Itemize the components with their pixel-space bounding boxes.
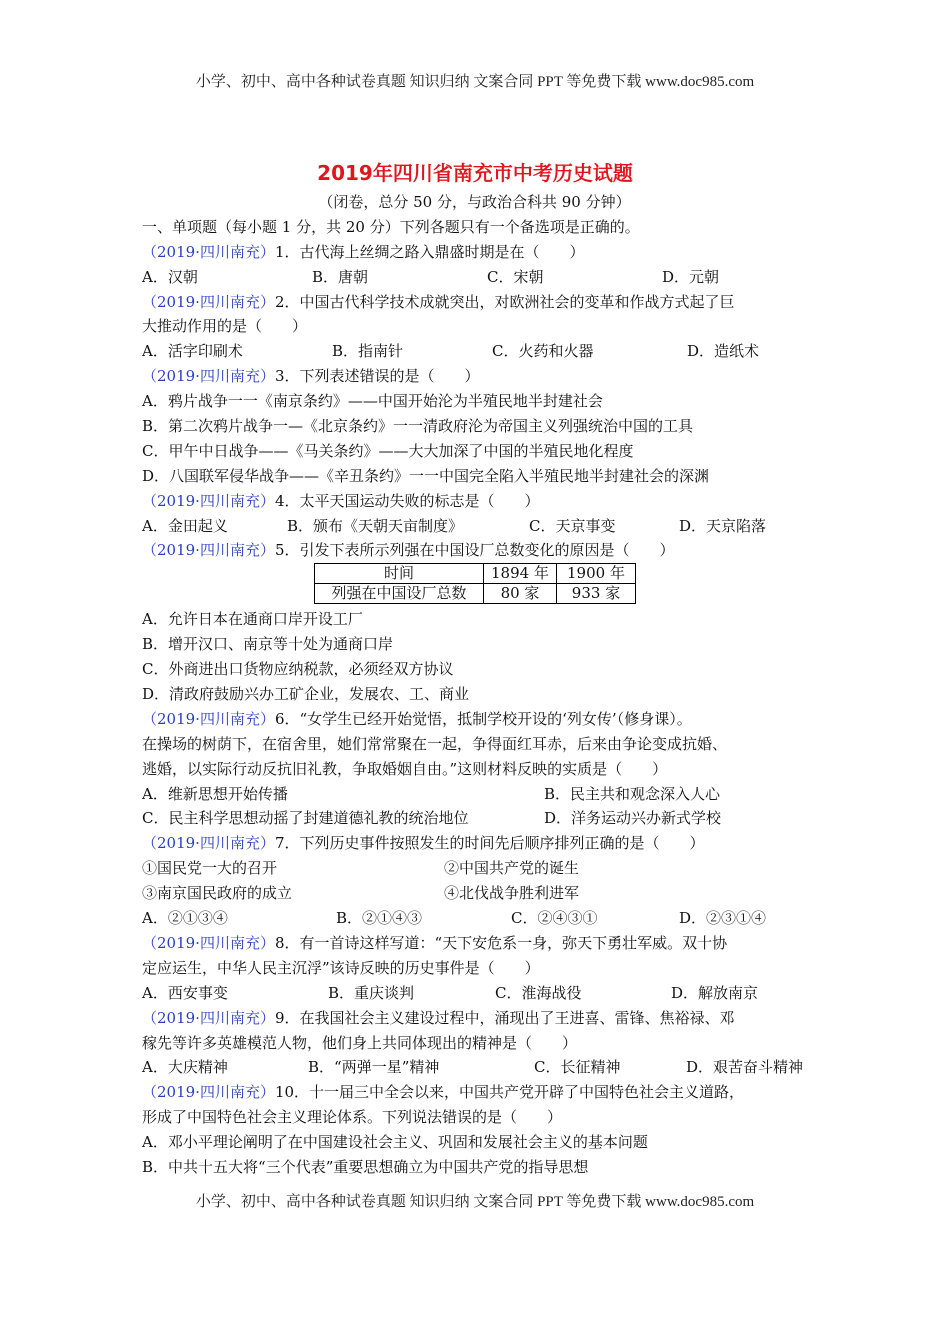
option-d: D．解放南京 — [671, 983, 759, 1002]
source-tag: （2019·四川南充） — [142, 367, 275, 386]
question-stem: 9．在我国社会主义建设过程中，涌现出了王进喜、雷锋、焦裕禄、邓 — [274, 1008, 735, 1027]
option-a: A．允许日本在通商口岸开设工厂 — [142, 610, 363, 629]
question-stem: 8．有一首诗这样写道：“天下安危系一身，弥天下勇壮军威。双十协 — [274, 933, 728, 952]
page-title: 2019年四川省南充市中考历史试题 — [317, 161, 633, 185]
question-2 — [142, 290, 807, 365]
exam-subtitle: （闭卷，总分 50 分，与政治合科共 90 分钟） — [318, 193, 631, 211]
option-a: A．维新思想开始传播 — [142, 784, 288, 803]
source-tag: （2019·四川南充） — [142, 1083, 275, 1102]
question-stem-cont: 稼先等许多英雄模范人物，他们身上共同体现出的精神是（ ） — [142, 1033, 578, 1052]
question-6 — [142, 707, 807, 831]
option-b: B．民主共和观念深入人心 — [544, 784, 721, 803]
question-stem: 4．太平天国运动失败的标志是（ ） — [274, 491, 540, 510]
option-d: D．天京陷落 — [679, 516, 767, 535]
option-d: D．元朝 — [662, 267, 720, 286]
source-tag: （2019·四川南充） — [142, 709, 275, 728]
question-5 — [142, 538, 807, 706]
option-c: C．宋朝 — [487, 267, 544, 286]
option-a: A．大庆精神 — [142, 1058, 228, 1077]
option-c: C．甲午中日战争——《马关条约》——大大加深了中国的半殖民地化程度 — [142, 441, 634, 460]
option-a: A．邓小平理论阐明了在中国建设社会主义、巩固和发展社会主义的基本问题 — [142, 1133, 648, 1152]
question-9 — [142, 1006, 807, 1081]
event-item: ①国民党一大的召开 — [142, 859, 278, 878]
option-c: C．②④③① — [511, 909, 598, 928]
option-b: B．重庆谈判 — [328, 983, 415, 1002]
option-c: C．民主科学思想动摇了封建道德礼教的统治地位 — [142, 809, 469, 828]
question-3 — [142, 364, 807, 488]
question-stem: 1．古代海上丝绸之路入鼎盛时期是在（ ） — [274, 242, 585, 261]
option-d: D．清政府鼓励兴办工矿企业，发展农、工、商业 — [142, 685, 470, 704]
option-c: C．天京事变 — [529, 516, 616, 535]
table-cell: 933 家 — [557, 584, 636, 604]
source-tag: （2019·四川南充） — [142, 933, 275, 952]
option-c: C．长征精神 — [534, 1058, 621, 1077]
question-stem-cont: 在操场的树荫下，在宿舍里，她们常常聚在一起，争得面红耳赤，后来由争论变成抗婚、 — [142, 734, 728, 753]
option-d: D．艰苦奋斗精神 — [686, 1058, 804, 1077]
option-c: C．外商进出口货物应纳税款，必须经双方协议 — [142, 660, 454, 679]
option-b: B．增开汉口、南京等十处为通商口岸 — [142, 635, 394, 654]
page-footer: 小学、初中、高中各种试卷真题 知识归纳 文案合同 PPT 等免费下载 www.doc985.com — [195, 1194, 755, 1210]
option-d: D．八国联军侵华战争——《辛丑条约》一一中国完全陷入半殖民地半封建社会的深渊 — [142, 466, 710, 485]
source-tag: （2019·四川南充） — [142, 834, 275, 853]
question-stem: 3．下列表述错误的是（ ） — [274, 367, 480, 386]
question-10 — [142, 1080, 807, 1180]
option-d: D．②③①④ — [679, 909, 767, 928]
option-a: A．金田起义 — [142, 516, 228, 535]
option-c: C．淮海战役 — [495, 983, 582, 1002]
option-a: A．西安事变 — [142, 983, 228, 1002]
table-header: 1900 年 — [557, 564, 636, 584]
question-8 — [142, 931, 807, 1006]
question-stem: 10．十一届三中全会以来，中国共产党开辟了中国特色社会主义道路， — [274, 1083, 745, 1102]
option-b: B．②①④③ — [336, 909, 423, 928]
option-b: B．颁布《天朝天亩制度》 — [287, 516, 464, 535]
option-b: B．“两弹一星”精神 — [308, 1058, 440, 1077]
question-1 — [142, 240, 807, 290]
table-header: 时间 — [315, 564, 484, 584]
question-7 — [142, 831, 807, 931]
question-4 — [142, 489, 807, 539]
option-d: D．洋务运动兴办新式学校 — [544, 809, 722, 828]
table-cell: 80 家 — [484, 584, 557, 604]
option-a: A．汉朝 — [142, 267, 198, 286]
question-stem: 6．“女学生已经开始觉悟，抵制学校开设的‘列女传’（修身课）。 — [274, 709, 692, 728]
source-tag: （2019·四川南充） — [142, 491, 275, 510]
source-tag: （2019·四川南充） — [142, 541, 275, 560]
question-stem: 7．下列历史事件按照发生的时间先后顺序排列正确的是（ ） — [274, 834, 705, 853]
option-d: D．造纸术 — [687, 342, 760, 361]
source-tag: （2019·四川南充） — [142, 292, 275, 311]
option-b: B．中共十五大将“三个代表”重要思想确立为中国共产党的指导思想 — [142, 1157, 589, 1176]
option-c: C．火药和火器 — [492, 342, 594, 361]
option-b: B．指南针 — [332, 342, 404, 361]
exam-body — [142, 190, 807, 1180]
question-stem-cont: 大推动作用的是（ ） — [142, 317, 308, 336]
question-stem: 2．中国古代科学技术成就突出，对欧洲社会的变革和作战方式起了巨 — [274, 292, 735, 311]
event-item: ②中国共产党的诞生 — [444, 859, 580, 878]
question-stem-cont: 形成了中国特色社会主义理论体系。下列说法错误的是（ ） — [142, 1108, 563, 1127]
table-cell: 列强在中国设厂总数 — [315, 584, 484, 604]
section-heading: 一、单项题（每小题 1 分，共 20 分）下列各题只有一个备选项是正确的。 — [142, 217, 640, 236]
option-b: B．唐朝 — [312, 267, 369, 286]
option-b: B．第二次鸦片战争一—《北京条约》一一清政府沦为帝国主义列强统治中国的工具 — [142, 417, 694, 436]
option-a: A．②①③④ — [142, 909, 228, 928]
source-tag: （2019·四川南充） — [142, 1008, 275, 1027]
page-header: 小学、初中、高中各种试卷真题 知识归纳 文案合同 PPT 等免费下载 www.doc985.com — [195, 74, 755, 90]
source-tag: （2019·四川南充） — [142, 242, 275, 261]
event-item: ③南京国民政府的成立 — [142, 884, 293, 903]
question-stem: 5．引发下表所示列强在中国设厂总数变化的原因是（ ） — [274, 541, 675, 560]
option-a: A．鸦片战争一一《南京条约》——中国开始沦为半殖民地半封建社会 — [142, 392, 603, 411]
question-stem-cont: 逃婚，以实际行动反抗旧礼教，争取婚姻自由。”这则材料反映的实质是（ ） — [142, 759, 668, 778]
table-header: 1894 年 — [484, 564, 557, 584]
option-a: A．活字印刷术 — [142, 342, 243, 361]
factory-count-table — [314, 563, 636, 604]
question-stem-cont: 定应运生，中华人民主沉浮”该诗反映的历史事件是（ ） — [142, 958, 540, 977]
event-item: ④北伐战争胜利进军 — [444, 884, 580, 903]
